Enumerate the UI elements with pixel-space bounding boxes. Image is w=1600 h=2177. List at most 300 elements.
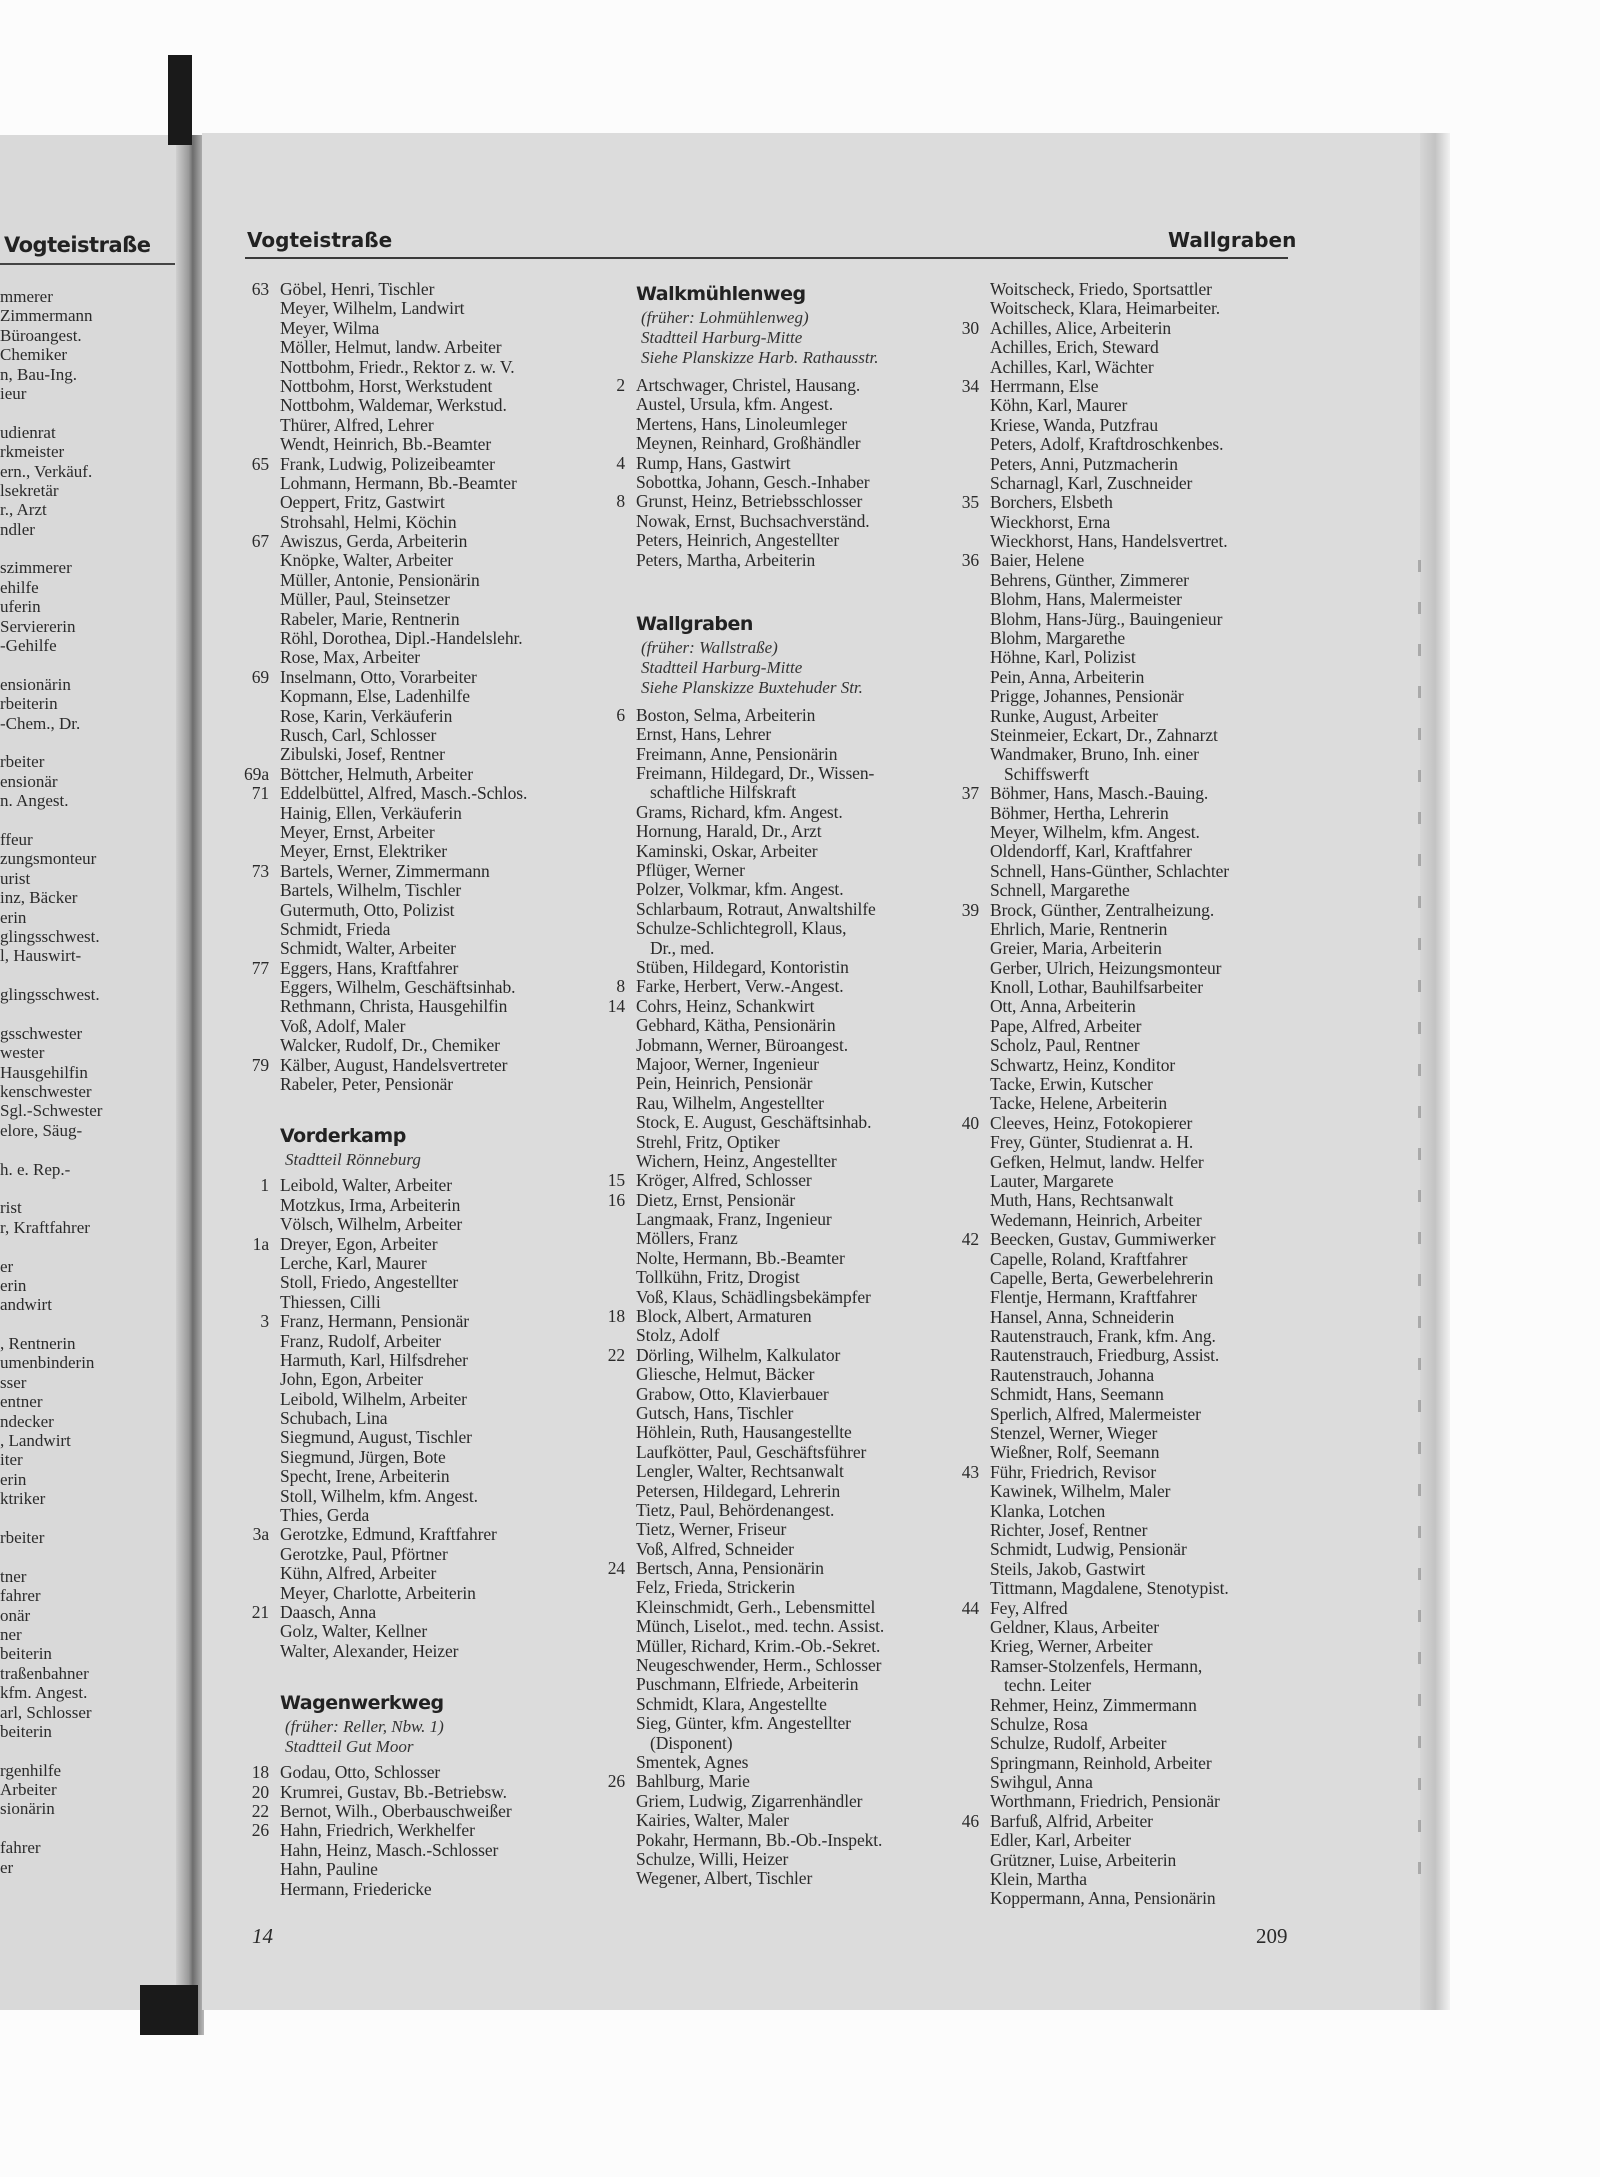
house-number: 43 — [961, 1461, 979, 1482]
resident-entry — [990, 1618, 1335, 1637]
resident-text: Schulze, Rudolf, Arbeiter — [990, 1733, 1167, 1754]
facing-page-line: ern., Verkäuf. — [0, 461, 93, 481]
resident-entry — [636, 861, 981, 880]
facing-page-line: ieur — [0, 383, 27, 403]
resident-entry — [280, 881, 625, 900]
page-number-left: 14 — [252, 1924, 273, 1948]
resident-entry — [636, 1617, 981, 1636]
page-number-right: 209 — [1256, 1924, 1288, 1948]
resident-entry — [990, 823, 1335, 842]
resident-text: Schubach, Lina — [280, 1408, 388, 1429]
resident-text: Worthmann, Friedrich, Pensionär — [990, 1791, 1220, 1812]
resident-text: Steils, Jakob, Gastwirt — [990, 1558, 1146, 1579]
resident-text: Böttcher, Helmuth, Arbeiter — [280, 763, 473, 784]
resident-entry — [990, 1405, 1335, 1424]
resident-entry — [990, 396, 1335, 415]
resident-entry — [636, 1404, 981, 1423]
resident-text: Höhne, Karl, Polizist — [990, 647, 1136, 668]
resident-text: Peters, Adolf, Kraftdroschkenbes. — [990, 434, 1224, 455]
resident-entry — [280, 1332, 625, 1351]
resident-text: Wedemann, Heinrich, Arbeiter — [990, 1209, 1202, 1230]
resident-entry — [990, 1094, 1335, 1113]
resident-text: Eddelbüttel, Alfred, Masch.-Schlos. — [280, 783, 528, 804]
resident-text: Strehl, Fritz, Optiker — [636, 1131, 780, 1152]
house-number: 40 — [961, 1112, 979, 1133]
resident-entry — [990, 280, 1335, 299]
resident-entry — [280, 416, 625, 435]
resident-entry — [280, 687, 625, 706]
section-spacer — [280, 1661, 625, 1689]
resident-text: Voß, Klaus, Schädlingsbekämpfer — [636, 1286, 871, 1307]
resident-entry — [280, 377, 625, 396]
resident-entry — [990, 997, 1335, 1016]
house-number: 3 — [260, 1311, 269, 1332]
resident-text: Rose, Karin, Verkäuferin — [280, 705, 453, 726]
facing-page-line: tner — [0, 1566, 27, 1586]
resident-text: Awiszus, Gerda, Arbeiterin — [280, 531, 468, 552]
book-gutter — [176, 135, 204, 2035]
resident-entry — [990, 1715, 1335, 1734]
resident-entry — [260, 1311, 625, 1332]
resident-entry — [990, 1734, 1335, 1753]
facing-page-line: rgenhilfe — [0, 1760, 62, 1780]
resident-text: Wichern, Heinz, Angestellter — [636, 1150, 837, 1171]
facing-page-line: udienrat — [0, 422, 56, 442]
resident-text: Pokahr, Hermann, Bb.-Ob.-Inspekt. — [636, 1829, 883, 1850]
resident-entry — [990, 707, 1335, 726]
resident-text: Knoll, Lothar, Bauhilfsarbeiter — [990, 977, 1203, 998]
resident-text: Dietz, Ernst, Pensionär — [636, 1189, 796, 1210]
resident-entry — [961, 1810, 1335, 1831]
house-number: 37 — [961, 783, 979, 804]
resident-text: Hahn, Heinz, Masch.-Schlosser — [280, 1839, 499, 1860]
resident-entry — [280, 1273, 625, 1292]
facing-page-line: erin — [0, 907, 27, 927]
resident-text: Grams, Richard, kfm. Angest. — [636, 801, 843, 822]
resident-entry — [636, 1385, 981, 1404]
resident-entry — [280, 551, 625, 570]
resident-text: Voß, Adolf, Maler — [280, 1015, 406, 1036]
resident-entry — [636, 531, 981, 550]
facing-page-line — [0, 1140, 185, 1159]
resident-text: Behrens, Günther, Zimmerer — [990, 569, 1189, 590]
facing-page-line: erin — [0, 1469, 27, 1489]
resident-entry — [280, 513, 625, 532]
resident-text: Kaminski, Oskar, Arbeiter — [636, 840, 818, 861]
resident-entry — [636, 900, 981, 919]
resident-text: Stock, E. August, Geschäftsinhab. — [636, 1112, 872, 1133]
resident-text: Brock, Günther, Zentralheizung. — [990, 899, 1215, 920]
resident-entry — [280, 704, 625, 726]
resident-entry — [636, 764, 981, 783]
resident-text: Artschwager, Christel, Hausang. — [636, 375, 861, 395]
facing-page-line: onär — [0, 1605, 31, 1625]
resident-entry — [990, 862, 1335, 881]
resident-text: Capelle, Roland, Kraftfahrer — [990, 1248, 1188, 1269]
resident-text: Krieg, Werner, Arbeiter — [990, 1636, 1153, 1657]
resident-text: Smentek, Agnes — [636, 1752, 749, 1772]
resident-text: Böhmer, Hertha, Lehrerin — [990, 802, 1169, 823]
resident-text: Greier, Maria, Arbeiterin — [990, 938, 1162, 959]
resident-entry — [280, 842, 625, 861]
resident-entry — [244, 763, 625, 784]
resident-entry — [280, 1880, 625, 1899]
resident-text: Dreyer, Egon, Arbeiter — [280, 1233, 438, 1254]
resident-entry — [990, 1036, 1335, 1055]
resident-entry — [280, 571, 625, 590]
house-number: 65 — [251, 453, 269, 474]
facing-page-line: rist — [0, 1198, 22, 1218]
resident-entry — [636, 1811, 981, 1830]
resident-entry — [252, 1524, 625, 1545]
resident-text: Prigge, Johannes, Pensionär — [990, 686, 1184, 707]
resident-text: Peters, Heinrich, Angestellter — [636, 530, 840, 551]
resident-entry — [636, 1210, 981, 1229]
resident-entry — [636, 1016, 981, 1035]
resident-entry — [251, 1762, 625, 1783]
resident-entry — [280, 1487, 625, 1506]
resident-text: Austel, Ursula, kfm. Angest. — [636, 394, 833, 415]
resident-text: Ott, Anna, Arbeiterin — [990, 996, 1136, 1017]
house-number: 71 — [251, 783, 269, 804]
resident-entry — [990, 416, 1335, 435]
resident-text: Siegmund, August, Tischler — [280, 1427, 472, 1448]
resident-text: Strohsahl, Helmi, Köchin — [280, 511, 457, 532]
street-note: Stadtteil Harburg-Mitte — [641, 328, 803, 347]
facing-page-line: rkmeister — [0, 442, 65, 462]
resident-text: Schmidt, Klara, Angestellte — [636, 1693, 827, 1714]
resident-text: Tittmann, Magdalene, Stenotypist. — [990, 1578, 1229, 1599]
resident-entry — [990, 842, 1335, 861]
resident-text: Hornung, Harald, Dr., Arzt — [636, 821, 822, 842]
resident-entry — [616, 704, 981, 725]
house-number: 1a — [252, 1233, 269, 1254]
resident-text: Leibold, Wilhelm, Arbeiter — [280, 1388, 467, 1409]
resident-entry — [990, 1637, 1335, 1656]
resident-entry — [636, 1714, 981, 1733]
resident-text: Griem, Ludwig, Zigarrenhändler — [636, 1790, 863, 1811]
resident-text: Sperlich, Alfred, Malermeister — [990, 1403, 1201, 1424]
resident-entry — [636, 1249, 981, 1268]
resident-text: Runke, August, Arbeiter — [990, 705, 1158, 726]
facing-page-line: rbeiter — [0, 752, 45, 772]
facing-page-line: glingsschwest. — [0, 926, 100, 946]
resident-text: Bartels, Wilhelm, Tischler — [280, 880, 462, 901]
resident-entry — [280, 1390, 625, 1409]
facing-page-line: inz, Bäcker — [0, 888, 78, 908]
facing-page-line — [0, 1741, 185, 1760]
house-number: 46 — [961, 1810, 979, 1831]
street-note: (früher: Lohmühlenweg) — [641, 308, 809, 327]
resident-entry — [961, 492, 1335, 513]
house-number: 69a — [244, 763, 269, 784]
street-note: (früher: Wallstraße) — [641, 637, 778, 657]
resident-entry — [636, 1055, 981, 1074]
facing-page-left — [0, 135, 190, 2010]
resident-entry — [280, 358, 625, 377]
resident-text: Hahn, Friedrich, Werkhelfer — [280, 1820, 475, 1841]
house-number: 35 — [961, 492, 979, 513]
facing-page-line: arl, Schlosser — [0, 1702, 92, 1722]
resident-text: Koppermann, Anna, Pensionärin — [990, 1888, 1216, 1909]
facing-page-line: ktriker — [0, 1489, 46, 1509]
resident-entry — [961, 1461, 1335, 1482]
resident-text: Hermann, Friedericke — [280, 1878, 432, 1899]
facing-page-line: sionärin — [0, 1799, 55, 1819]
street-heading: Vorderkamp — [280, 1125, 406, 1148]
resident-entry-continuation — [636, 783, 981, 802]
street-note: Stadtteil Harburg-Mitte — [641, 657, 803, 677]
resident-text: Langmaak, Franz, Ingenieur — [636, 1209, 832, 1230]
facing-page-line — [0, 1547, 185, 1566]
resident-entry — [990, 513, 1335, 532]
resident-text: (Disponent) — [650, 1732, 733, 1753]
resident-text: Springmann, Reinhold, Arbeiter — [990, 1752, 1212, 1773]
resident-text: Meyer, Wilhelm, Landwirt — [280, 298, 465, 319]
resident-entry — [990, 338, 1335, 357]
resident-entry — [990, 1870, 1335, 1889]
resident-text: Eggers, Wilhelm, Geschäftsinhab. — [280, 977, 516, 998]
resident-text: Petersen, Hildegard, Lehrerin — [636, 1480, 841, 1501]
resident-text: techn. Leiter — [1004, 1675, 1092, 1696]
resident-text: Achilles, Erich, Steward — [990, 337, 1159, 358]
facing-page-line: rbeiterin — [0, 694, 58, 714]
resident-entry — [280, 1036, 625, 1055]
resident-entry — [280, 726, 625, 745]
resident-text: Rabeler, Marie, Rentnerin — [280, 608, 460, 629]
house-number: 22 — [251, 1800, 269, 1821]
resident-entry — [607, 995, 981, 1016]
resident-text: Tietz, Paul, Behördenangest. — [636, 1499, 835, 1520]
facing-page-rule — [0, 263, 175, 265]
resident-entry — [990, 1889, 1335, 1908]
resident-entry — [636, 1074, 981, 1093]
resident-text: Cleeves, Heinz, Fotokopierer — [990, 1112, 1193, 1133]
resident-entry — [990, 1269, 1335, 1288]
resident-entry — [990, 1056, 1335, 1075]
facing-page-line: h. e. Rep.- — [0, 1159, 71, 1179]
resident-entry — [636, 415, 981, 434]
resident-entry — [280, 1293, 625, 1312]
resident-text: Meyer, Ernst, Elektriker — [280, 841, 447, 862]
resident-text: Klanka, Lotchen — [990, 1500, 1106, 1521]
resident-entry — [280, 1075, 625, 1094]
resident-text: Rau, Wilhelm, Angestellter — [636, 1092, 824, 1113]
resident-text: Wießner, Rolf, Seemann — [990, 1442, 1160, 1463]
resident-text: Frey, Günter, Studienrat a. H. — [990, 1132, 1194, 1153]
facing-page-line: traßenbahner — [0, 1663, 89, 1683]
running-head-right: Wallgraben — [1168, 228, 1297, 252]
resident-entry — [280, 648, 625, 667]
resident-text: Schulze, Willi, Heizer — [636, 1848, 789, 1869]
resident-entry — [636, 1578, 981, 1597]
facing-page-line — [0, 1315, 185, 1334]
resident-entry — [636, 1133, 981, 1152]
resident-entry — [961, 1229, 1335, 1250]
resident-text: Dr., med. — [650, 937, 715, 958]
resident-text: Rethmann, Christa, Hausgehilfin — [280, 996, 508, 1017]
facing-page-line: rbeiter — [0, 1528, 45, 1547]
resident-text: Ramser-Stolzenfels, Hermann, — [990, 1655, 1203, 1676]
house-number: 73 — [251, 860, 269, 881]
street-heading: Wagenwerkweg — [280, 1692, 444, 1715]
resident-entry — [607, 1344, 981, 1365]
resident-text: Nowak, Ernst, Buchsachverständ. — [636, 510, 870, 531]
resident-entry — [280, 1351, 625, 1370]
facing-page-line: Sgl.-Schwester — [0, 1101, 103, 1121]
resident-entry — [636, 1637, 981, 1656]
resident-text: Rautenstrauch, Friedburg, Assist. — [990, 1345, 1220, 1366]
resident-text: Wieckhorst, Erna — [990, 511, 1111, 532]
resident-entry — [990, 474, 1335, 493]
resident-entry — [990, 1696, 1335, 1715]
resident-text: Meyer, Wilma — [280, 317, 380, 338]
resident-text: Muth, Hans, Rechtsanwalt — [990, 1190, 1174, 1211]
resident-text: Scholz, Paul, Rentner — [990, 1035, 1140, 1056]
facing-page-line: er — [0, 1857, 14, 1877]
resident-entry — [636, 512, 981, 531]
resident-entry — [990, 1366, 1335, 1385]
resident-text: Gutsch, Hans, Tischler — [636, 1402, 794, 1423]
resident-entry — [961, 783, 1335, 804]
resident-text: Schulze-Schlichtegroll, Klaus, — [636, 918, 847, 939]
resident-entry — [636, 822, 981, 841]
resident-text: Steinmeier, Eckart, Dr., Zahnarzt — [990, 724, 1218, 745]
resident-text: Nottbohm, Waldemar, Werkstud. — [280, 395, 507, 416]
facing-page-line — [0, 966, 185, 985]
resident-text: Walter, Alexander, Heizer — [280, 1640, 459, 1661]
resident-entry — [990, 629, 1335, 648]
house-number: 14 — [607, 995, 625, 1016]
resident-text: Schwartz, Heinz, Konditor — [990, 1054, 1176, 1075]
resident-entry — [280, 319, 625, 338]
resident-text: Barfuß, Alfrid, Arbeiter — [990, 1810, 1153, 1831]
facing-page-line: uferin — [0, 597, 41, 617]
resident-text: Herrmann, Else — [990, 375, 1099, 396]
house-number: 6 — [616, 704, 625, 725]
facing-page-line — [0, 1819, 185, 1838]
resident-text: Bertsch, Anna, Pensionärin — [636, 1558, 824, 1579]
resident-entry — [636, 395, 981, 414]
resident-text: Godau, Otto, Schlosser — [280, 1762, 441, 1783]
resident-text: Lengler, Walter, Rechtsanwalt — [636, 1461, 844, 1482]
resident-entry — [990, 1191, 1335, 1210]
house-number: 18 — [251, 1762, 269, 1783]
resident-entry — [280, 745, 625, 764]
house-number: 42 — [961, 1229, 979, 1250]
resident-text: Mertens, Hans, Linoleumleger — [636, 413, 848, 434]
resident-entry — [961, 375, 1335, 396]
resident-text: Harmuth, Karl, Hilfsdreher — [280, 1349, 468, 1370]
resident-entry — [990, 726, 1335, 745]
street-heading: Wallgraben — [636, 612, 753, 635]
facing-page-line: , Landwirt — [0, 1431, 71, 1451]
facing-page-line: ehilfe — [0, 577, 39, 597]
resident-text: Fey, Alfred — [990, 1597, 1068, 1618]
resident-entry — [990, 1346, 1335, 1365]
resident-text: Hainig, Ellen, Verkäuferin — [280, 802, 462, 823]
facing-page-text — [0, 287, 185, 1877]
resident-entry — [280, 1622, 625, 1641]
resident-entry — [251, 1800, 625, 1821]
resident-entry — [990, 939, 1335, 958]
house-number: 39 — [961, 899, 979, 920]
resident-entry — [636, 1423, 981, 1442]
directory-column-3 — [961, 279, 1335, 1909]
resident-text: Schmidt, Walter, Arbeiter — [280, 938, 456, 959]
resident-entry — [990, 1250, 1335, 1269]
resident-text: Woitscheck, Friedo, Sportsattler — [990, 279, 1212, 299]
resident-entry — [251, 1820, 625, 1841]
resident-entry — [636, 1268, 981, 1287]
resident-entry — [280, 823, 625, 842]
facing-page-line — [0, 655, 185, 674]
resident-text: Schmidt, Ludwig, Pensionär — [990, 1539, 1187, 1560]
resident-text: Inselmann, Otto, Vorarbeiter — [280, 666, 477, 687]
resident-entry — [636, 725, 981, 744]
resident-entry — [280, 939, 625, 958]
street-note: Stadtteil Gut Moor — [285, 1737, 414, 1757]
facing-page-line: mmerer — [0, 287, 53, 306]
resident-text: Kopmann, Else, Ladenhilfe — [280, 686, 470, 707]
resident-entry-continuation — [990, 765, 1335, 784]
facing-page-line: Serviererin — [0, 616, 76, 636]
resident-text: Stolz, Adolf — [636, 1325, 720, 1346]
resident-entry — [280, 920, 625, 939]
resident-entry — [280, 590, 625, 609]
resident-text: Kühn, Alfred, Arbeiter — [280, 1563, 437, 1584]
resident-entry — [990, 435, 1335, 454]
resident-entry — [990, 1540, 1335, 1559]
resident-text: Jobmann, Werner, Büroangest. — [636, 1034, 849, 1055]
resident-text: Kairies, Walter, Maler — [636, 1810, 789, 1831]
resident-text: Nottbohm, Friedr., Rektor z. w. V. — [280, 356, 515, 377]
resident-text: Gebhard, Kätha, Pensionärin — [636, 1015, 836, 1036]
resident-entry — [990, 1327, 1335, 1346]
resident-text: Münch, Liselot., med. techn. Assist. — [636, 1616, 885, 1637]
resident-text: Sobottka, Johann, Gesch.-Inhaber — [636, 471, 870, 492]
resident-text: Müller, Antonie, Pensionärin — [280, 569, 480, 590]
resident-entry — [990, 1657, 1335, 1676]
resident-entry — [636, 551, 981, 570]
facing-page-line — [0, 403, 185, 422]
resident-text: Schnell, Hans-Günther, Schlachter — [990, 860, 1229, 881]
facing-page-line: r, Kraftfahrer — [0, 1217, 90, 1237]
resident-text: Scharnagl, Karl, Zuschneider — [990, 472, 1193, 493]
resident-entry — [961, 317, 1335, 338]
facing-page-line: ffeur — [0, 829, 33, 849]
house-number: 20 — [251, 1781, 269, 1802]
resident-text: Motzkus, Irma, Arbeiterin — [280, 1194, 461, 1215]
facing-page-line: ensionär — [0, 771, 58, 791]
facing-page-line: n, Bau-Ing. — [0, 364, 77, 384]
resident-text: Höhlein, Ruth, Hausangestellte — [636, 1422, 852, 1443]
resident-text: Kleinschmidt, Gerh., Lebensmittel — [636, 1596, 876, 1617]
house-number: 22 — [607, 1344, 625, 1365]
resident-entry — [990, 1443, 1335, 1462]
resident-text: Führ, Friedrich, Revisor — [990, 1461, 1157, 1482]
resident-entry — [990, 804, 1335, 823]
house-number: 16 — [607, 1189, 625, 1210]
resident-entry — [636, 1850, 981, 1869]
facing-page-line: szimmerer — [0, 558, 72, 578]
resident-text: Kriese, Wanda, Putzfrau — [990, 414, 1158, 435]
street-note: Siehe Planskizze Buxtehuder Str. — [641, 677, 863, 697]
resident-entry — [607, 1189, 981, 1210]
resident-entry — [990, 1773, 1335, 1792]
resident-entry — [280, 1448, 625, 1467]
resident-text: Meyer, Wilhelm, kfm. Angest. — [990, 821, 1200, 842]
